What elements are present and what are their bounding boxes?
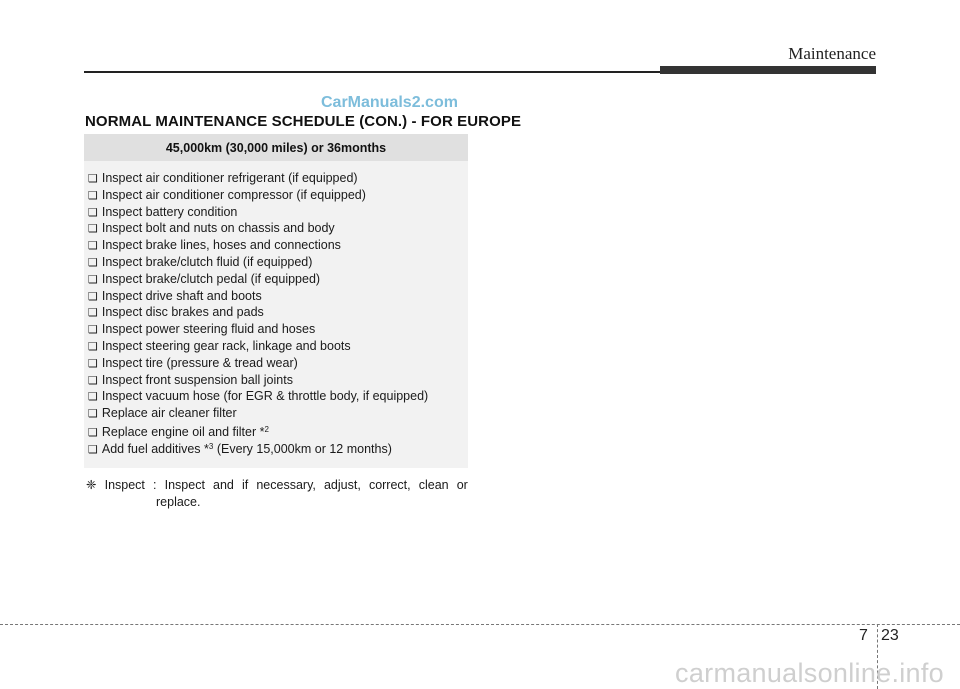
note-word: : xyxy=(153,478,157,492)
schedule-item-text: Inspect drive shaft and boots xyxy=(101,288,262,303)
schedule-item-text: Inspect battery condition xyxy=(101,204,238,219)
checkbox-icon: ❑ xyxy=(88,443,98,456)
schedule-item xyxy=(88,422,468,439)
checkbox-icon: ❑ xyxy=(88,307,98,320)
checkbox-icon: ❑ xyxy=(88,206,98,219)
schedule-item xyxy=(88,204,468,221)
schedule-item-text: Inspect vacuum hose (for EGR & throttle body, if equipped) xyxy=(101,389,429,404)
schedule-item xyxy=(88,388,468,405)
checkbox-icon: ❑ xyxy=(88,426,98,439)
checkbox-icon: ❑ xyxy=(88,290,98,303)
schedule-item xyxy=(88,439,468,456)
note-word: and xyxy=(213,478,234,492)
checkbox-icon: ❑ xyxy=(88,357,98,370)
schedule-item-text: Inspect brake lines, hoses and connections xyxy=(101,238,341,253)
watermark-carmanuals2: CarManuals2.com xyxy=(321,94,458,111)
schedule-item xyxy=(88,372,468,389)
note-word: if xyxy=(242,478,249,492)
schedule-item-text: Inspect air conditioner refrigerant (if equipped) xyxy=(101,171,358,185)
checkbox-icon: ❑ xyxy=(88,391,98,404)
footnote-marker: 3 xyxy=(208,441,214,451)
checkbox-icon: ❑ xyxy=(88,273,98,286)
footnote-marker: 2 xyxy=(264,424,269,434)
note-word: correct, xyxy=(368,478,411,492)
note-word: Inspect xyxy=(164,478,205,492)
note-word: clean xyxy=(418,478,449,492)
schedule-item xyxy=(88,237,468,254)
note-symbol-icon: ❈ xyxy=(86,478,97,492)
checkbox-icon: ❑ xyxy=(88,374,98,387)
interval-header: 45,000km (30,000 miles) or 36months xyxy=(84,134,468,161)
note-line-1 xyxy=(86,477,468,494)
checkbox-icon: ❑ xyxy=(88,256,98,269)
schedule-item-text: Inspect bolt and nuts on chassis and body xyxy=(101,221,335,236)
schedule-item xyxy=(88,355,468,372)
schedule-item xyxy=(88,271,468,288)
schedule-item xyxy=(88,321,468,338)
note-word: Inspect xyxy=(104,478,145,492)
schedule-item xyxy=(88,220,468,237)
note-word: adjust, xyxy=(323,478,361,492)
checkbox-icon: ❑ xyxy=(88,340,98,353)
checkbox-icon: ❑ xyxy=(88,173,98,185)
schedule-item xyxy=(88,288,468,305)
section-name: Maintenance xyxy=(788,44,876,63)
schedule-item-text: Replace engine oil and filter * xyxy=(101,424,265,439)
schedule-item-text: Inspect power steering fluid and hoses xyxy=(101,322,316,337)
schedule-item-text: Inspect air conditioner compressor (if equipped) xyxy=(101,187,366,202)
schedule-item-text: Inspect tire (pressure & tread wear) xyxy=(101,355,298,370)
note-word: necessary, xyxy=(256,478,316,492)
header-rule-thick xyxy=(660,66,876,74)
schedule-table xyxy=(84,134,468,468)
schedule-item xyxy=(88,304,468,321)
site-watermark: carmanualsonline.info xyxy=(675,658,944,688)
checkbox-icon: ❑ xyxy=(88,324,98,337)
schedule-item-text: Inspect disc brakes and pads xyxy=(101,305,264,320)
inspect-note xyxy=(86,477,468,510)
footer-rule xyxy=(0,624,960,625)
note-line-2: replace. xyxy=(156,494,201,509)
schedule-item-text: Inspect steering gear rack, linkage and boots xyxy=(101,338,351,353)
schedule-item xyxy=(88,170,468,187)
schedule-item-text: Replace air cleaner filter xyxy=(101,406,237,421)
header-rule-thin xyxy=(84,71,662,73)
schedule-item xyxy=(88,254,468,271)
schedule-item-suffix: (Every 15,000km or 12 months) xyxy=(213,441,392,456)
schedule-item-text: Add fuel additives * xyxy=(101,441,209,456)
checkbox-icon: ❑ xyxy=(88,223,98,236)
schedule-item-text: Inspect brake/clutch fluid (if equipped) xyxy=(101,254,313,269)
checkbox-icon: ❑ xyxy=(88,240,98,253)
schedule-item xyxy=(88,338,468,355)
note-word: or xyxy=(456,478,468,492)
checkbox-icon: ❑ xyxy=(88,408,98,421)
schedule-list xyxy=(84,161,468,456)
schedule-item-text: Inspect brake/clutch pedal (if equipped) xyxy=(101,271,321,286)
schedule-item xyxy=(88,405,468,422)
checkbox-icon: ❑ xyxy=(88,189,98,202)
page-title: NORMAL MAINTENANCE SCHEDULE (CON.) - FOR EUROPE xyxy=(85,113,522,130)
page-number: 23 xyxy=(881,627,899,644)
schedule-item xyxy=(88,187,468,204)
schedule-item-text: Inspect front suspension ball joints xyxy=(101,372,293,387)
chapter-number: 7 xyxy=(859,627,868,644)
